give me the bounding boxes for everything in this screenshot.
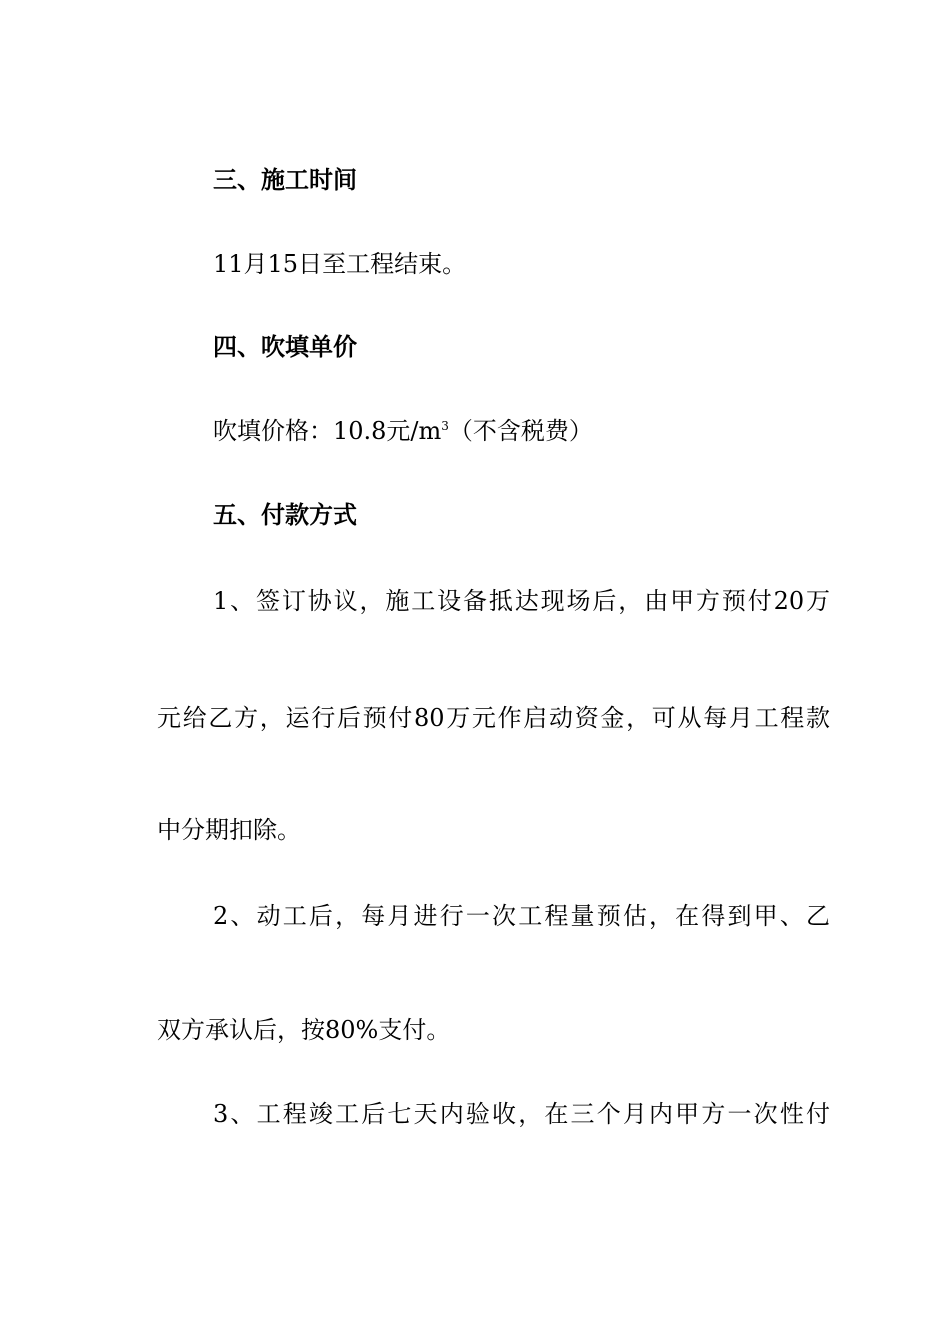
payment-item-1-line-3: 中分期扣除。: [157, 816, 301, 844]
payment-item-2-line-1: 2、动工后，每月进行一次工程量预估，在得到甲、乙: [213, 902, 830, 930]
section-heading-payment-method: 五、付款方式: [213, 501, 357, 529]
unit-price-text: [213, 414, 593, 448]
unit-price-main: 吹填价格：10.8元/m: [213, 417, 442, 445]
section-heading-construction-time: 三、施工时间: [213, 166, 357, 194]
payment-item-3-line-1: 3、工程竣工后七天内验收，在三个月内甲方一次性付: [213, 1100, 830, 1128]
payment-item-2-line-2: 双方承认后，按80%支付。: [157, 1016, 451, 1044]
payment-item-1-line-2: 元给乙方，运行后预付80万元作启动资金，可从每月工程款: [157, 704, 830, 732]
cubic-superscript: 3: [441, 419, 449, 433]
section-heading-unit-price: 四、吹填单价: [213, 333, 357, 361]
payment-item-1-line-1: 1、签订协议，施工设备抵达现场后，由甲方预付20万: [213, 587, 830, 615]
unit-price-note: （不含税费）: [448, 417, 593, 445]
construction-time-text: 11月15日至工程结束。: [213, 250, 467, 278]
